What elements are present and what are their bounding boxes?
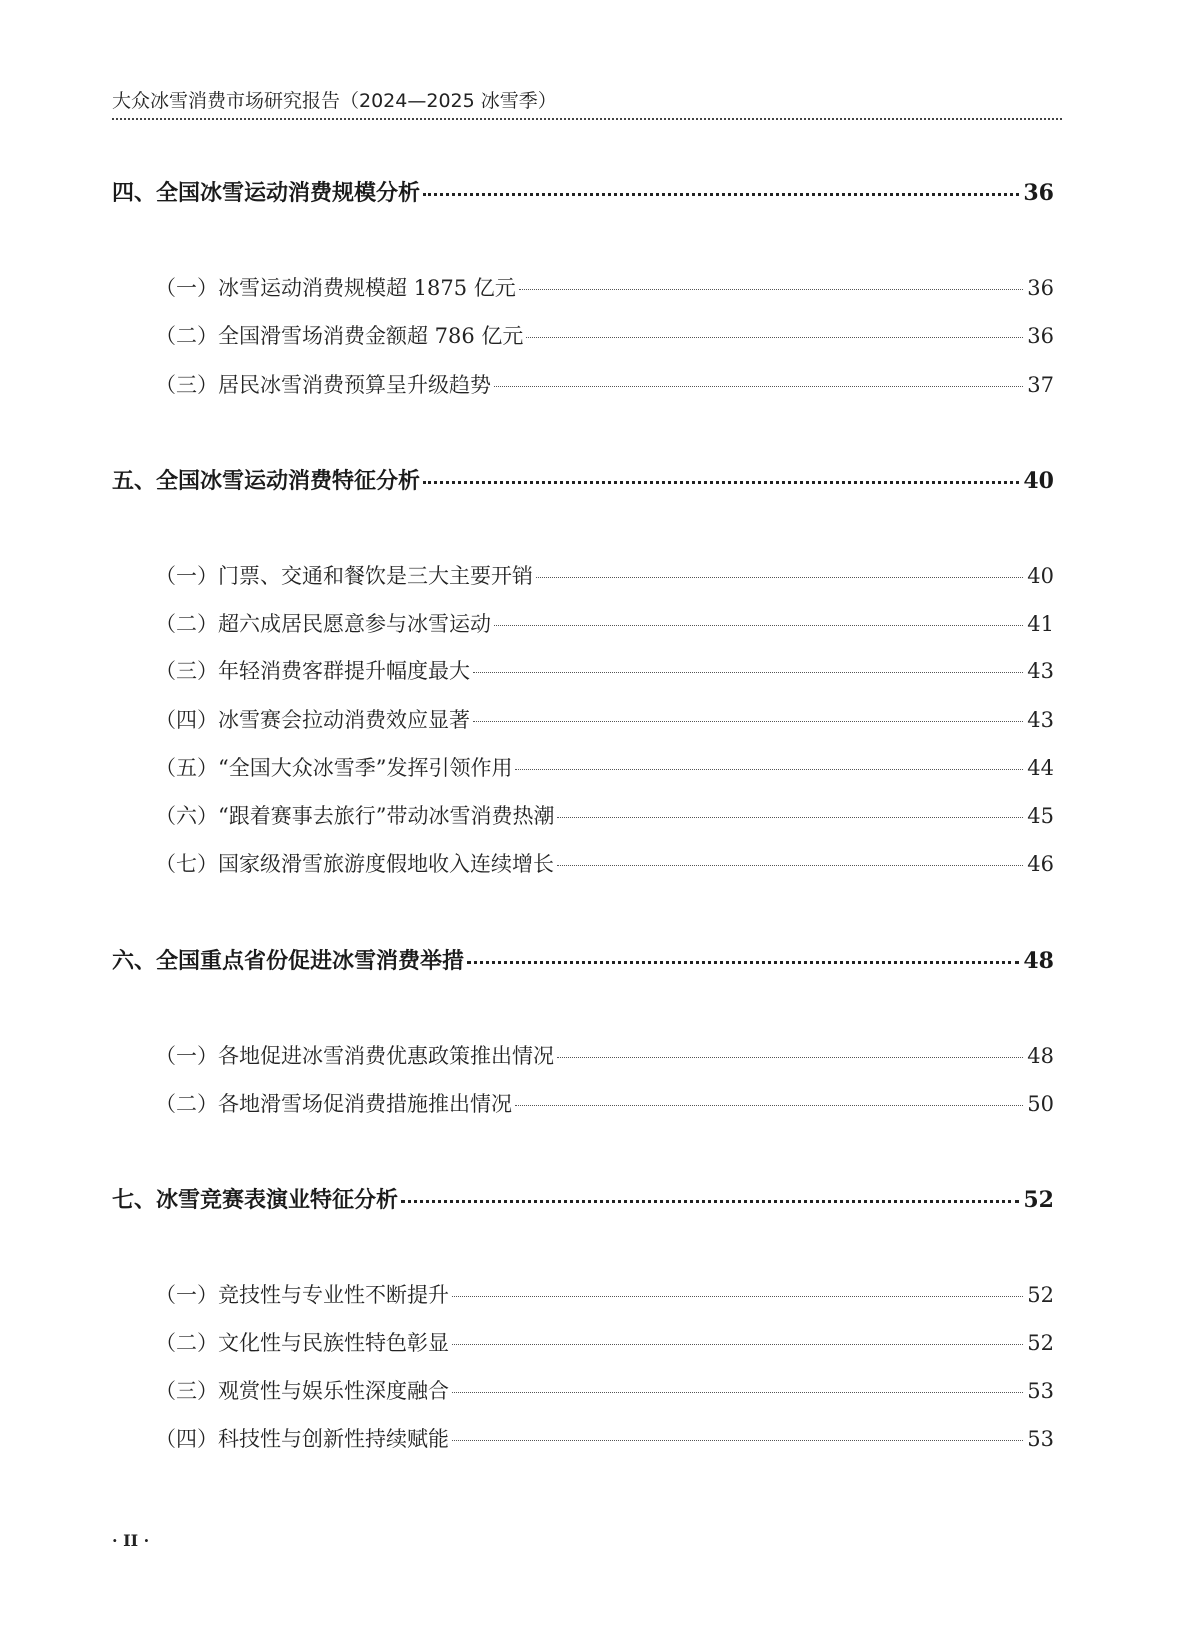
toc-chapter-entry[interactable] bbox=[112, 944, 1054, 975]
toc-section-entry[interactable] bbox=[155, 848, 1054, 878]
toc-entry-page-number: 52 bbox=[1027, 1283, 1054, 1307]
toc-entry-page-number: 44 bbox=[1027, 756, 1054, 780]
toc-entry-page-number: 48 bbox=[1023, 948, 1054, 974]
toc-entry-page-number: 36 bbox=[1027, 324, 1054, 348]
toc-entry-page-number: 52 bbox=[1023, 1187, 1054, 1213]
toc-entry-page-number: 36 bbox=[1023, 180, 1054, 206]
toc-entry-title: 六、全国重点省份促进冰雪消费举措 bbox=[112, 949, 465, 974]
toc-entry-title: （六）“跟着赛事去旅行”带动冰雪消费热潮 bbox=[155, 804, 555, 828]
dot-leader bbox=[452, 1392, 1023, 1393]
dot-leader bbox=[494, 386, 1023, 387]
toc-section-entry[interactable] bbox=[155, 320, 1054, 350]
toc-entry-title: 七、冰雪竞赛表演业特征分析 bbox=[112, 1188, 399, 1213]
toc-entry-page-number: 53 bbox=[1027, 1379, 1054, 1403]
toc-section-entry[interactable] bbox=[155, 1327, 1054, 1357]
toc-entry-title: （二）超六成居民愿意参与冰雪运动 bbox=[155, 612, 491, 636]
toc-entry-title: 五、全国冰雪运动消费特征分析 bbox=[112, 469, 421, 494]
toc-entry-page-number: 48 bbox=[1027, 1044, 1054, 1068]
toc-section-entry[interactable] bbox=[155, 752, 1054, 782]
toc-entry-title: （一）门票、交通和餐饮是三大主要开销 bbox=[155, 564, 533, 588]
toc-chapter-entry[interactable] bbox=[112, 464, 1054, 495]
toc-entry-title: （一）竞技性与专业性不断提升 bbox=[155, 1283, 449, 1307]
toc-section-entry[interactable] bbox=[155, 369, 1054, 399]
dot-leader bbox=[423, 481, 1019, 484]
toc-section-entry[interactable] bbox=[155, 272, 1054, 302]
toc-entry-title: （四）科技性与创新性持续赋能 bbox=[155, 1427, 449, 1451]
toc-section-entry[interactable] bbox=[155, 560, 1054, 590]
dot-leader bbox=[452, 1344, 1023, 1345]
toc-section-entry[interactable] bbox=[155, 704, 1054, 734]
dot-leader bbox=[515, 1105, 1023, 1106]
dot-leader bbox=[557, 1057, 1023, 1058]
dot-leader bbox=[519, 289, 1023, 290]
toc-section-entry[interactable] bbox=[155, 1375, 1054, 1405]
toc-entry-page-number: 41 bbox=[1027, 612, 1054, 636]
toc-section-entry[interactable] bbox=[155, 1279, 1054, 1309]
dot-leader bbox=[467, 961, 1019, 964]
toc-entry-page-number: 43 bbox=[1027, 708, 1054, 732]
dot-leader bbox=[452, 1296, 1023, 1297]
toc-entry-page-number: 45 bbox=[1027, 804, 1054, 828]
toc-chapter-entry[interactable] bbox=[112, 1183, 1054, 1214]
dot-leader bbox=[515, 769, 1023, 770]
toc-entry-title: （三）年轻消费客群提升幅度最大 bbox=[155, 659, 470, 683]
toc-entry-page-number: 43 bbox=[1027, 659, 1054, 683]
toc-entry-page-number: 52 bbox=[1027, 1331, 1054, 1355]
dot-leader bbox=[401, 1200, 1019, 1203]
toc-entry-title: （二）全国滑雪场消费金额超 786 亿元 bbox=[155, 324, 524, 348]
toc-entry-title: （二）文化性与民族性特色彰显 bbox=[155, 1331, 449, 1355]
toc-entry-title: 四、全国冰雪运动消费规模分析 bbox=[112, 181, 421, 206]
dot-leader bbox=[473, 672, 1023, 673]
toc-entry-page-number: 53 bbox=[1027, 1427, 1054, 1451]
toc-entry-title: （四）冰雪赛会拉动消费效应显著 bbox=[155, 708, 470, 732]
toc-entry-page-number: 36 bbox=[1027, 276, 1054, 300]
header-divider bbox=[112, 118, 1062, 120]
toc-entry-title: （一）各地促进冰雪消费优惠政策推出情况 bbox=[155, 1044, 554, 1068]
toc-section-entry[interactable] bbox=[155, 1423, 1054, 1453]
dot-leader bbox=[473, 721, 1023, 722]
toc-section-entry[interactable] bbox=[155, 655, 1054, 685]
toc-entry-title: （二）各地滑雪场促消费措施推出情况 bbox=[155, 1092, 512, 1116]
toc-entry-title: （三）观赏性与娱乐性深度融合 bbox=[155, 1379, 449, 1403]
dot-leader bbox=[423, 193, 1019, 196]
dot-leader bbox=[452, 1440, 1023, 1441]
toc-entry-title: （五）“全国大众冰雪季”发挥引领作用 bbox=[155, 756, 513, 780]
toc-section-entry[interactable] bbox=[155, 1088, 1054, 1118]
toc-entry-title: （三）居民冰雪消费预算呈升级趋势 bbox=[155, 373, 491, 397]
toc-entry-title: （一）冰雪运动消费规模超 1875 亿元 bbox=[155, 276, 516, 300]
toc-section-entry[interactable] bbox=[155, 608, 1054, 638]
dot-leader bbox=[557, 817, 1023, 818]
toc-entry-page-number: 40 bbox=[1027, 564, 1054, 588]
toc-entry-page-number: 46 bbox=[1027, 852, 1054, 876]
dot-leader bbox=[557, 865, 1023, 866]
toc-entry-page-number: 50 bbox=[1027, 1092, 1054, 1116]
toc-section-entry[interactable] bbox=[155, 800, 1054, 830]
page-number: · II · bbox=[112, 1531, 150, 1550]
toc-entry-page-number: 37 bbox=[1027, 373, 1054, 397]
running-header: 大众冰雪消费市场研究报告（2024—2025 冰雪季） bbox=[112, 90, 557, 112]
dot-leader bbox=[536, 577, 1023, 578]
dot-leader bbox=[526, 337, 1023, 338]
toc-section-entry[interactable] bbox=[155, 1040, 1054, 1070]
dot-leader bbox=[494, 625, 1023, 626]
toc-entry-title: （七）国家级滑雪旅游度假地收入连续增长 bbox=[155, 852, 554, 876]
toc-chapter-entry[interactable] bbox=[112, 176, 1054, 207]
toc-entry-page-number: 40 bbox=[1023, 468, 1054, 494]
